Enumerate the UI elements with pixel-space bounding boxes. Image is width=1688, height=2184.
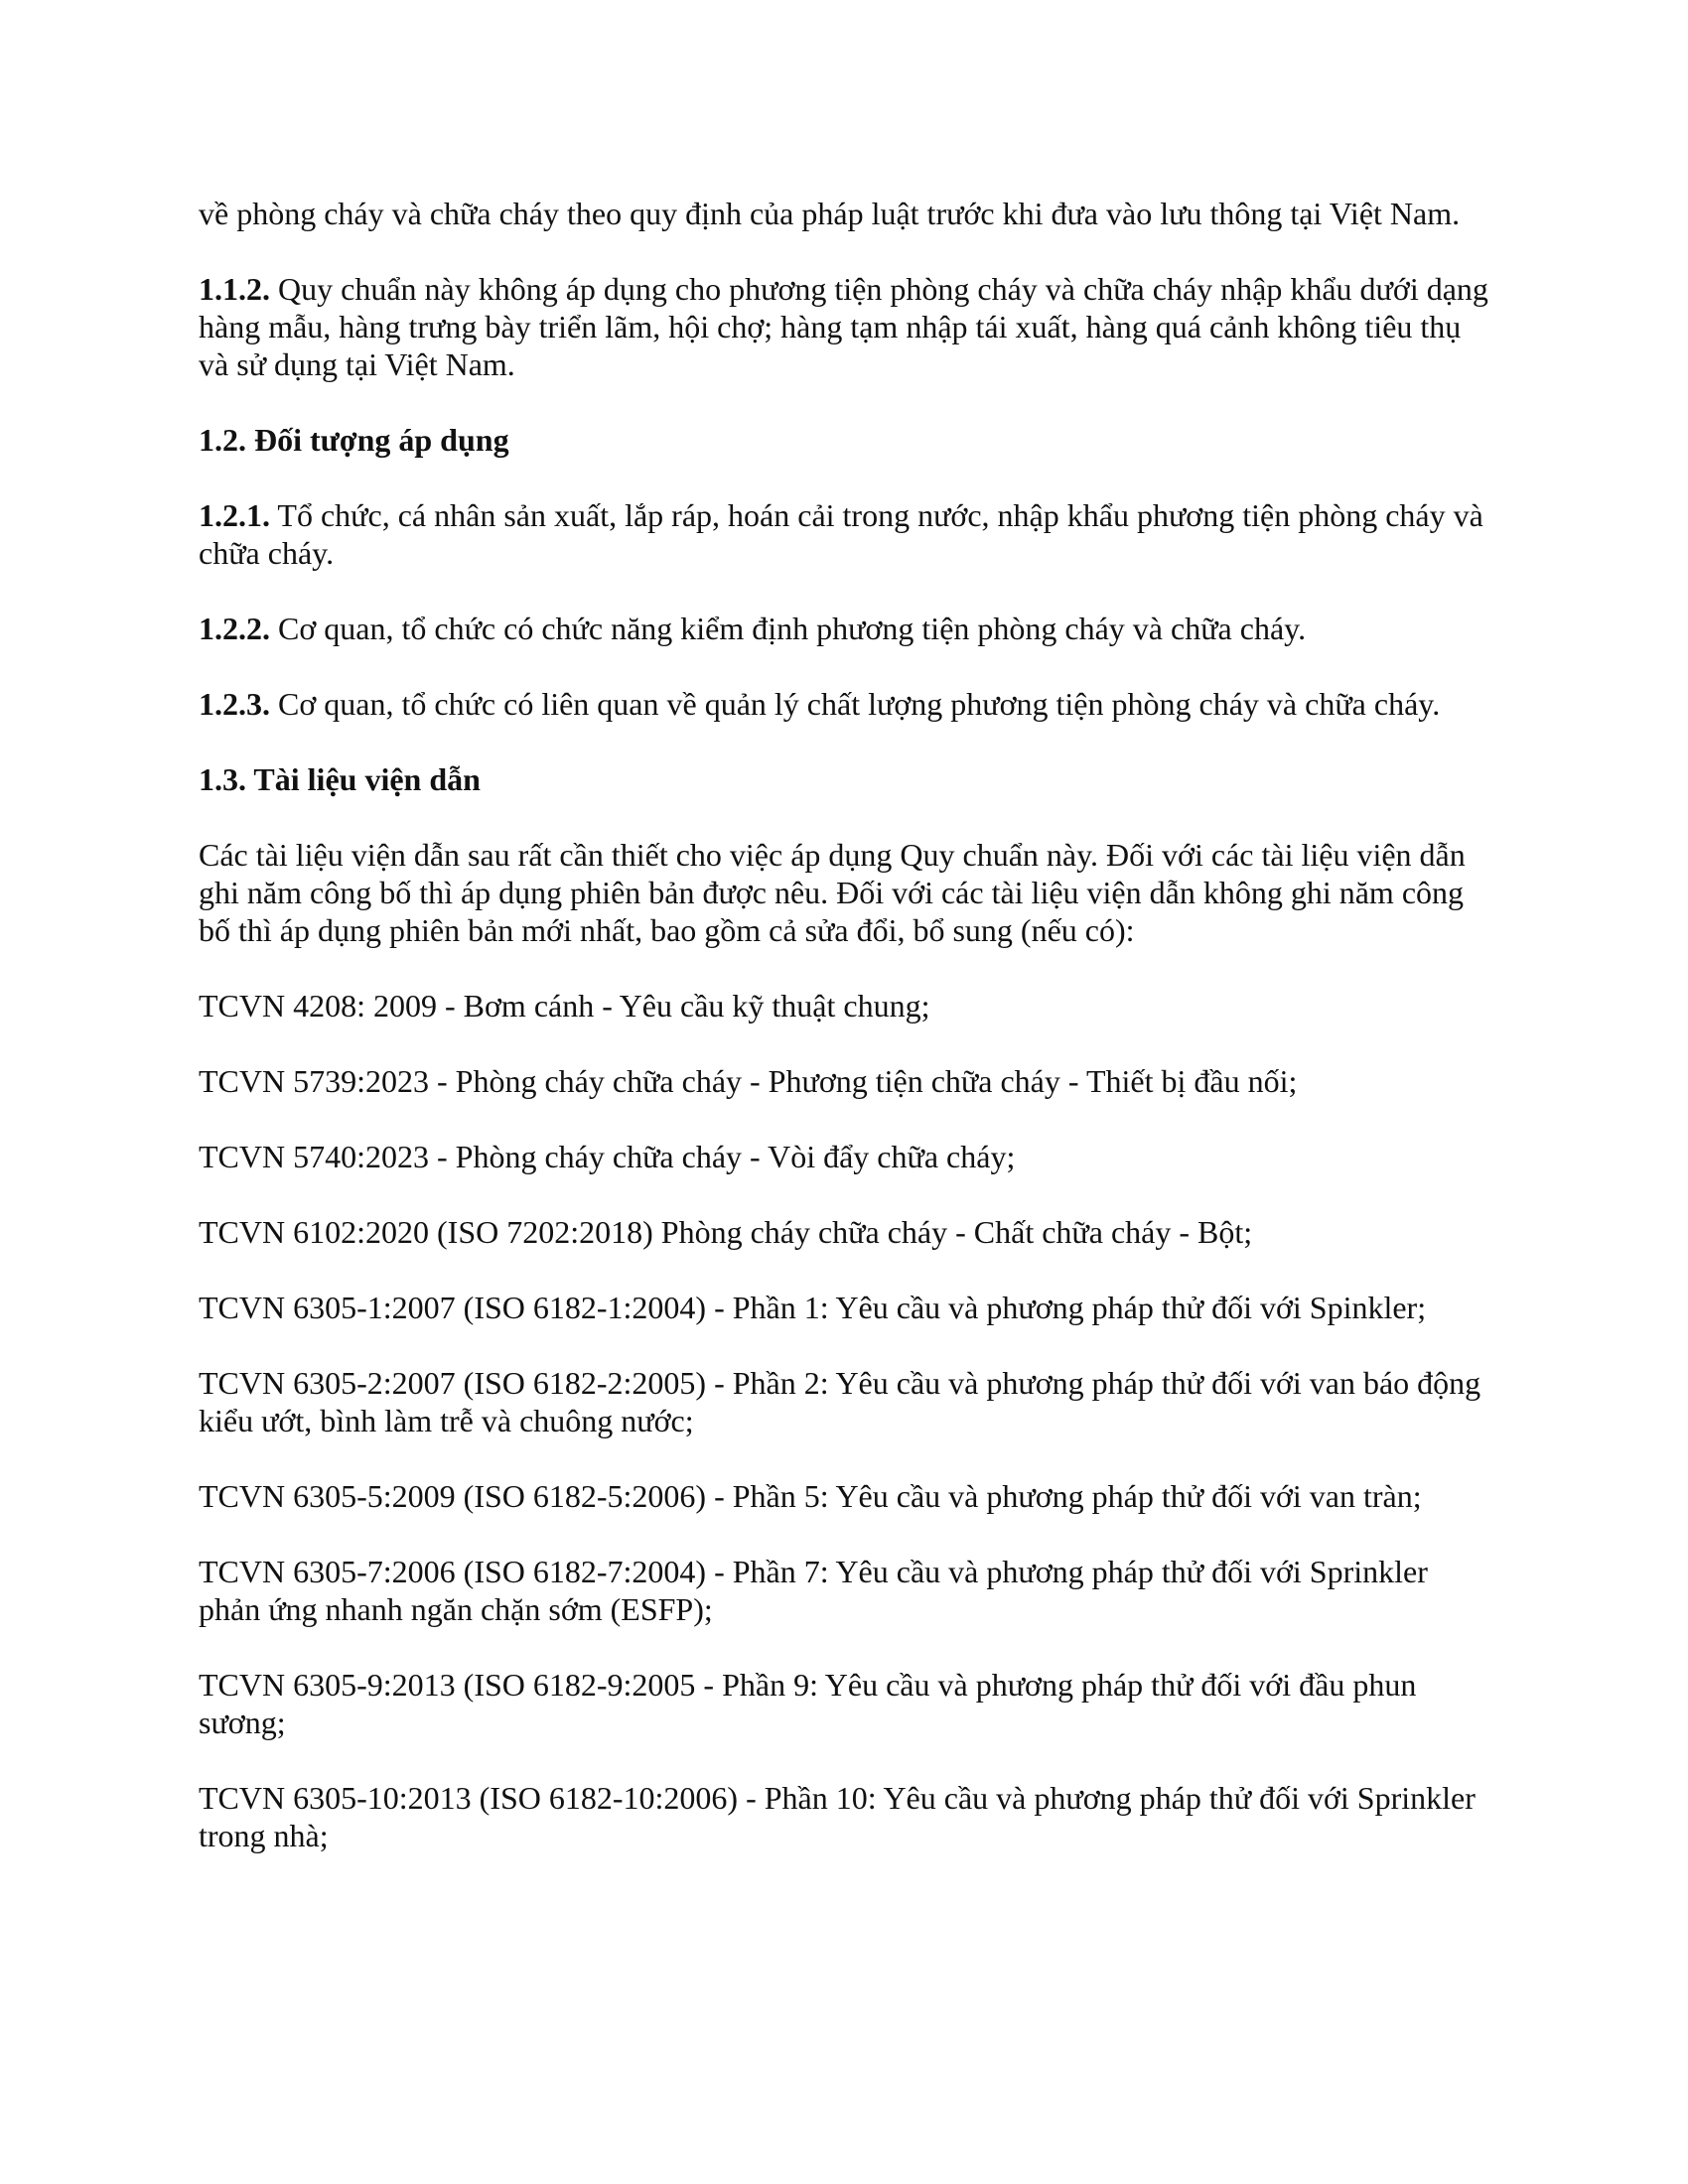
clause-text: Cơ quan, tổ chức có chức năng kiểm định phương tiện phòng cháy và chữa cháy. [278,611,1307,646]
reference-text: TCVN 6305-5:2009 (ISO 6182-5:2006) - Phần 5: Yêu cầu và phương pháp thử đối với van tràn; [199,1478,1422,1514]
paragraph-continuation [199,195,1489,232]
reference-item [199,1779,1489,1854]
reference-item [199,1553,1489,1628]
document-body [199,195,1489,1892]
reference-item [199,1213,1489,1251]
reference-item [199,987,1489,1024]
paragraph-text: Các tài liệu viện dẫn sau rất cần thiết cho việc áp dụng Quy chuẩn này. Đối với các tài liệu viện dẫn ghi năm công bố thì áp dụng phiên bản được nêu. Đối với các tài liệu viện dẫn không ghi năm công bố thì áp dụng phiên bản mới nhất, bao gồm cả sửa đổi, bổ sung (nếu có): [199,837,1466,948]
heading-text: 1.3. Tài liệu viện dẫn [199,761,481,797]
clause-text: Tổ chức, cá nhân sản xuất, lắp ráp, hoán cải trong nước, nhập khẩu phương tiện phòng cháy và chữa cháy. [199,497,1483,571]
reference-text: TCVN 6102:2020 (ISO 7202:2018) Phòng cháy chữa cháy - Chất chữa cháy - Bột; [199,1214,1253,1250]
reference-item [199,1364,1489,1439]
clause-text: Quy chuẩn này không áp dụng cho phương tiện phòng cháy và chữa cháy nhập khẩu dưới dạng hàng mẫu, hàng trưng bày triển lãm, hội chợ; hàng tạm nhập tái xuất, hàng quá cảnh không tiêu thụ và sử dụng tại Việt Nam. [199,271,1488,382]
reference-text: TCVN 6305-1:2007 (ISO 6182-1:2004) - Phần 1: Yêu cầu và phương pháp thử đối với Spinkler; [199,1290,1427,1325]
reference-text: TCVN 6305-9:2013 (ISO 6182-9:2005 - Phần 9: Yêu cầu và phương pháp thử đối với đầu phun sương; [199,1667,1417,1740]
clause-number: 1.1.2. [199,271,270,307]
paragraph-text: về phòng cháy và chữa cháy theo quy định của pháp luật trước khi đưa vào lưu thông tại Việt Nam. [199,196,1461,231]
references-intro [199,836,1489,949]
clause-text: Cơ quan, tổ chức có liên quan về quản lý chất lượng phương tiện phòng cháy và chữa cháy. [278,686,1441,722]
reference-text: TCVN 5740:2023 - Phòng cháy chữa cháy - Vòi đẩy chữa cháy; [199,1139,1016,1174]
section-heading-1-2 [199,421,1489,459]
reference-text: TCVN 6305-2:2007 (ISO 6182-2:2005) - Phần 2: Yêu cầu và phương pháp thử đối với van báo động kiểu ướt, bình làm trễ và chuông nước; [199,1365,1481,1438]
heading-text: 1.2. Đối tượng áp dụng [199,422,509,458]
reference-text: TCVN 4208: 2009 - Bơm cánh - Yêu cầu kỹ thuật chung; [199,988,930,1024]
section-heading-1-3 [199,760,1489,798]
reference-text: TCVN 6305-10:2013 (ISO 6182-10:2006) - Phần 10: Yêu cầu và phương pháp thử đối với Sprinkler trong nhà; [199,1780,1476,1853]
clause-number: 1.2.3. [199,686,270,722]
reference-item [199,1289,1489,1326]
clause-number: 1.2.1. [199,497,270,533]
reference-text: TCVN 6305-7:2006 (ISO 6182-7:2004) - Phần 7: Yêu cầu và phương pháp thử đối với Sprinkler phản ứng nhanh ngăn chặn sớm (ESFP); [199,1554,1428,1627]
reference-item [199,1062,1489,1100]
clause-1-2-1 [199,496,1489,572]
reference-text: TCVN 5739:2023 - Phòng cháy chữa cháy - Phương tiện chữa cháy - Thiết bị đầu nối; [199,1063,1298,1099]
reference-item [199,1666,1489,1741]
reference-item [199,1477,1489,1515]
clause-number: 1.2.2. [199,611,270,646]
reference-item [199,1138,1489,1175]
clause-1-2-2 [199,610,1489,647]
clause-1-1-2 [199,270,1489,383]
clause-1-2-3 [199,685,1489,723]
